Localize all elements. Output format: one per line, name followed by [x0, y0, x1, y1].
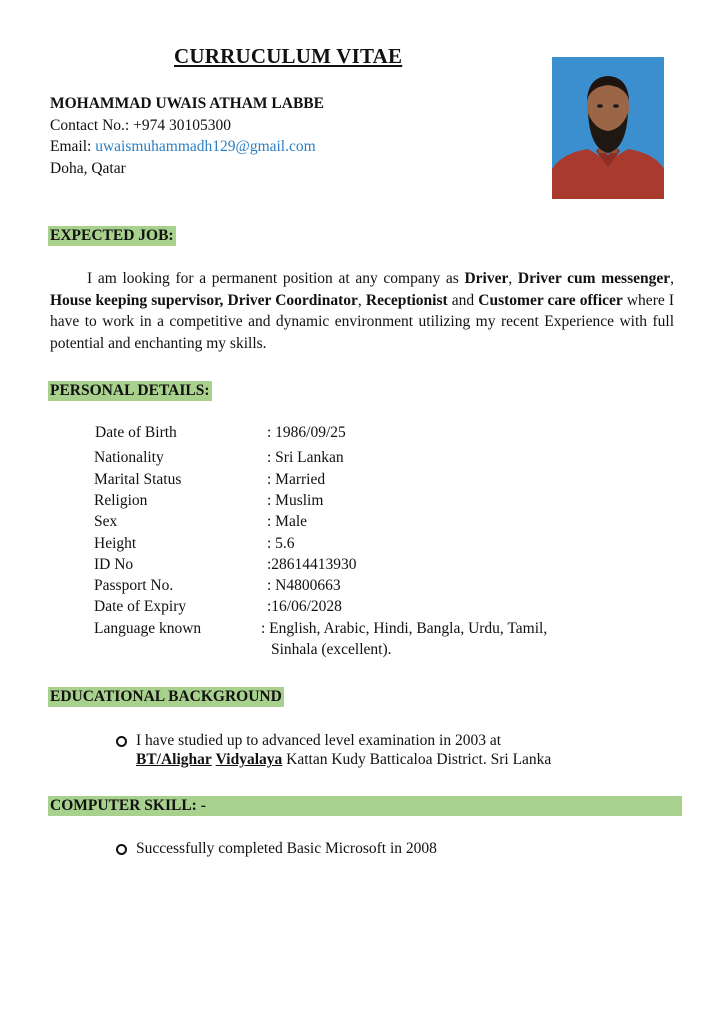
phone-number: +974 30105300: [133, 116, 231, 134]
detail-value: : 1986/09/25: [267, 424, 346, 441]
section-education: EDUCATIONAL BACKGROUND: [50, 688, 282, 705]
detail-row-continued: [94, 639, 614, 660]
job-role: Receptionist: [365, 291, 448, 309]
detail-row: [94, 447, 614, 468]
detail-row: [94, 533, 614, 554]
job-role: Driver cum messenger: [517, 270, 671, 287]
detail-row: [94, 575, 614, 596]
detail-value: Sinhala (excellent).: [271, 641, 392, 658]
job-role: Driver: [464, 270, 509, 287]
email-line: [50, 136, 324, 158]
job-text: where I have to work in a competitive and dynamic environment utilizing my recent Experience with full potential and enchanting my skills.: [50, 291, 674, 352]
education-line-2: [136, 750, 551, 770]
email-label: Email:: [50, 138, 92, 155]
detail-row: [94, 511, 614, 532]
applicant-name: MOHAMMAD UWAIS ATHAM LABBE: [50, 95, 324, 112]
job-text: ,: [357, 291, 366, 309]
location: Doha, Qatar: [50, 159, 126, 177]
detail-value: :16/06/2028: [267, 598, 342, 615]
phone-label: Contact No.:: [50, 116, 130, 134]
job-text: and: [447, 291, 479, 309]
detail-label: Height: [94, 535, 137, 552]
contact-block: [50, 93, 324, 179]
detail-label: Passport No.: [94, 577, 174, 594]
detail-row: [94, 469, 614, 490]
document-title: CURRUCULUM VITAE: [174, 44, 403, 68]
detail-value: : Muslim: [267, 492, 324, 509]
detail-row: [94, 596, 614, 617]
bullet-icon: [116, 736, 127, 747]
job-role: Customer care officer: [478, 291, 623, 309]
detail-label: ID No: [94, 556, 134, 573]
detail-row: [94, 618, 614, 639]
detail-label: Date of Birth: [95, 424, 177, 441]
detail-row: [94, 490, 614, 511]
phone-line: [50, 115, 324, 137]
detail-label: Nationality: [94, 449, 164, 466]
detail-label: Language known: [94, 620, 202, 637]
section-personal-details: PERSONAL DETAILS:: [50, 382, 210, 399]
detail-value: : Male: [267, 513, 308, 530]
detail-label: Religion: [94, 492, 148, 509]
detail-value: : N4800663: [267, 577, 341, 594]
job-text: ,: [670, 270, 674, 287]
computer-skill-text: Successfully completed Basic Microsoft in 2008: [136, 840, 437, 857]
detail-value: : English, Arabic, Hindi, Bangla, Urdu, Tamil,: [261, 620, 548, 637]
job-role: House keeping supervisor, Driver Coordinator: [50, 291, 358, 309]
detail-row: [94, 554, 614, 575]
school-location: Kattan Kudy Batticaloa District. Sri Lanka: [282, 751, 552, 768]
detail-value: :28614413930: [267, 556, 357, 573]
school-name-part: Vidyalaya: [215, 751, 283, 768]
section-computer-skill: COMPUTER SKILL: -: [48, 796, 682, 816]
job-text: ,: [508, 270, 518, 287]
expected-job-paragraph: [50, 268, 674, 354]
detail-value: : Married: [267, 471, 326, 488]
email-link[interactable]: uwaismuhammadh129@gmail.com: [95, 138, 316, 155]
detail-row: [94, 422, 614, 443]
detail-value: : 5.6: [267, 535, 295, 552]
section-expected-job: EXPECTED JOB:: [50, 227, 174, 244]
school-name-part: BT/Alighar: [136, 751, 212, 768]
detail-label: Sex: [94, 513, 118, 530]
education-line-1: I have studied up to advanced level examination in 2003 at: [136, 732, 501, 749]
job-text: I am looking for a permanent position at any company as: [87, 270, 465, 287]
bullet-icon: [116, 844, 127, 855]
profile-photo: [552, 57, 664, 199]
detail-label: Marital Status: [94, 471, 182, 488]
detail-label: Date of Expiry: [94, 598, 187, 615]
detail-value: : Sri Lankan: [267, 449, 344, 466]
